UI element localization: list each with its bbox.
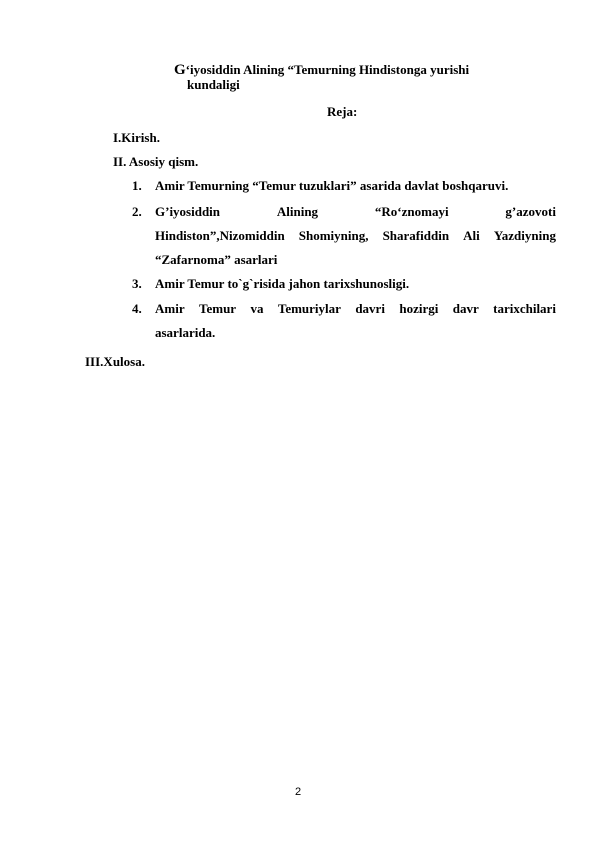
word: va: [250, 301, 264, 316]
list-item-text: asarlarida.: [155, 325, 216, 340]
list-item-number: 4.: [132, 301, 142, 316]
list-item-text-justified: [155, 200, 556, 224]
section-introduction: I.Kirish.: [113, 130, 160, 145]
list-item-1: [155, 174, 556, 198]
word: Sharafiddin: [382, 228, 450, 243]
list-item-text: Amir Temur to`g`risida jahon tarixshunosligi.: [155, 276, 410, 291]
list-item-3: [155, 272, 556, 296]
word: Shomiyning,: [298, 228, 369, 243]
word: Hindiston”,Nizomiddin: [155, 228, 285, 243]
word: hozirgi: [399, 301, 439, 316]
list-item-number: 3.: [132, 276, 142, 291]
list-item-text: “Zafarnoma” asarlari: [155, 252, 278, 267]
document-title-line1: [174, 62, 469, 78]
title-initial-letter: G: [174, 62, 186, 78]
list-item-number: 1.: [132, 178, 142, 193]
plan-heading: Reja:: [327, 104, 358, 119]
word: Alining: [276, 204, 319, 219]
word: Temuriylar: [277, 301, 341, 316]
word: “Ro‘znomayi: [374, 204, 449, 219]
word: Ali: [463, 228, 480, 243]
page-number: 2: [294, 786, 302, 798]
section-conclusion: III.Xulosa.: [85, 354, 145, 369]
word: Amir: [155, 301, 185, 316]
list-item-2: [155, 200, 556, 272]
document-title-line2: kundaligi: [187, 77, 240, 92]
word: davri: [355, 301, 385, 316]
list-item-number: 2.: [132, 204, 142, 219]
section-main-part: II. Asosiy qism.: [113, 154, 199, 169]
word: Temur: [199, 301, 237, 316]
list-item-4: [155, 297, 556, 345]
word: G’iyosiddin: [155, 204, 221, 219]
word: tarixchilari: [493, 301, 556, 316]
word: davr: [452, 301, 479, 316]
title-line1-text: ‘iyosiddin Alining “Temurning Hindistonga yurishi: [185, 62, 470, 77]
word: Yazdiyning: [493, 228, 556, 243]
list-item-text: [155, 224, 556, 248]
word: g’azovoti: [505, 204, 556, 219]
list-item-text: Amir Temurning “Temur tuzuklari” asarida davlat boshqaruvi.: [155, 178, 509, 193]
list-item-text-justified: [155, 297, 556, 321]
